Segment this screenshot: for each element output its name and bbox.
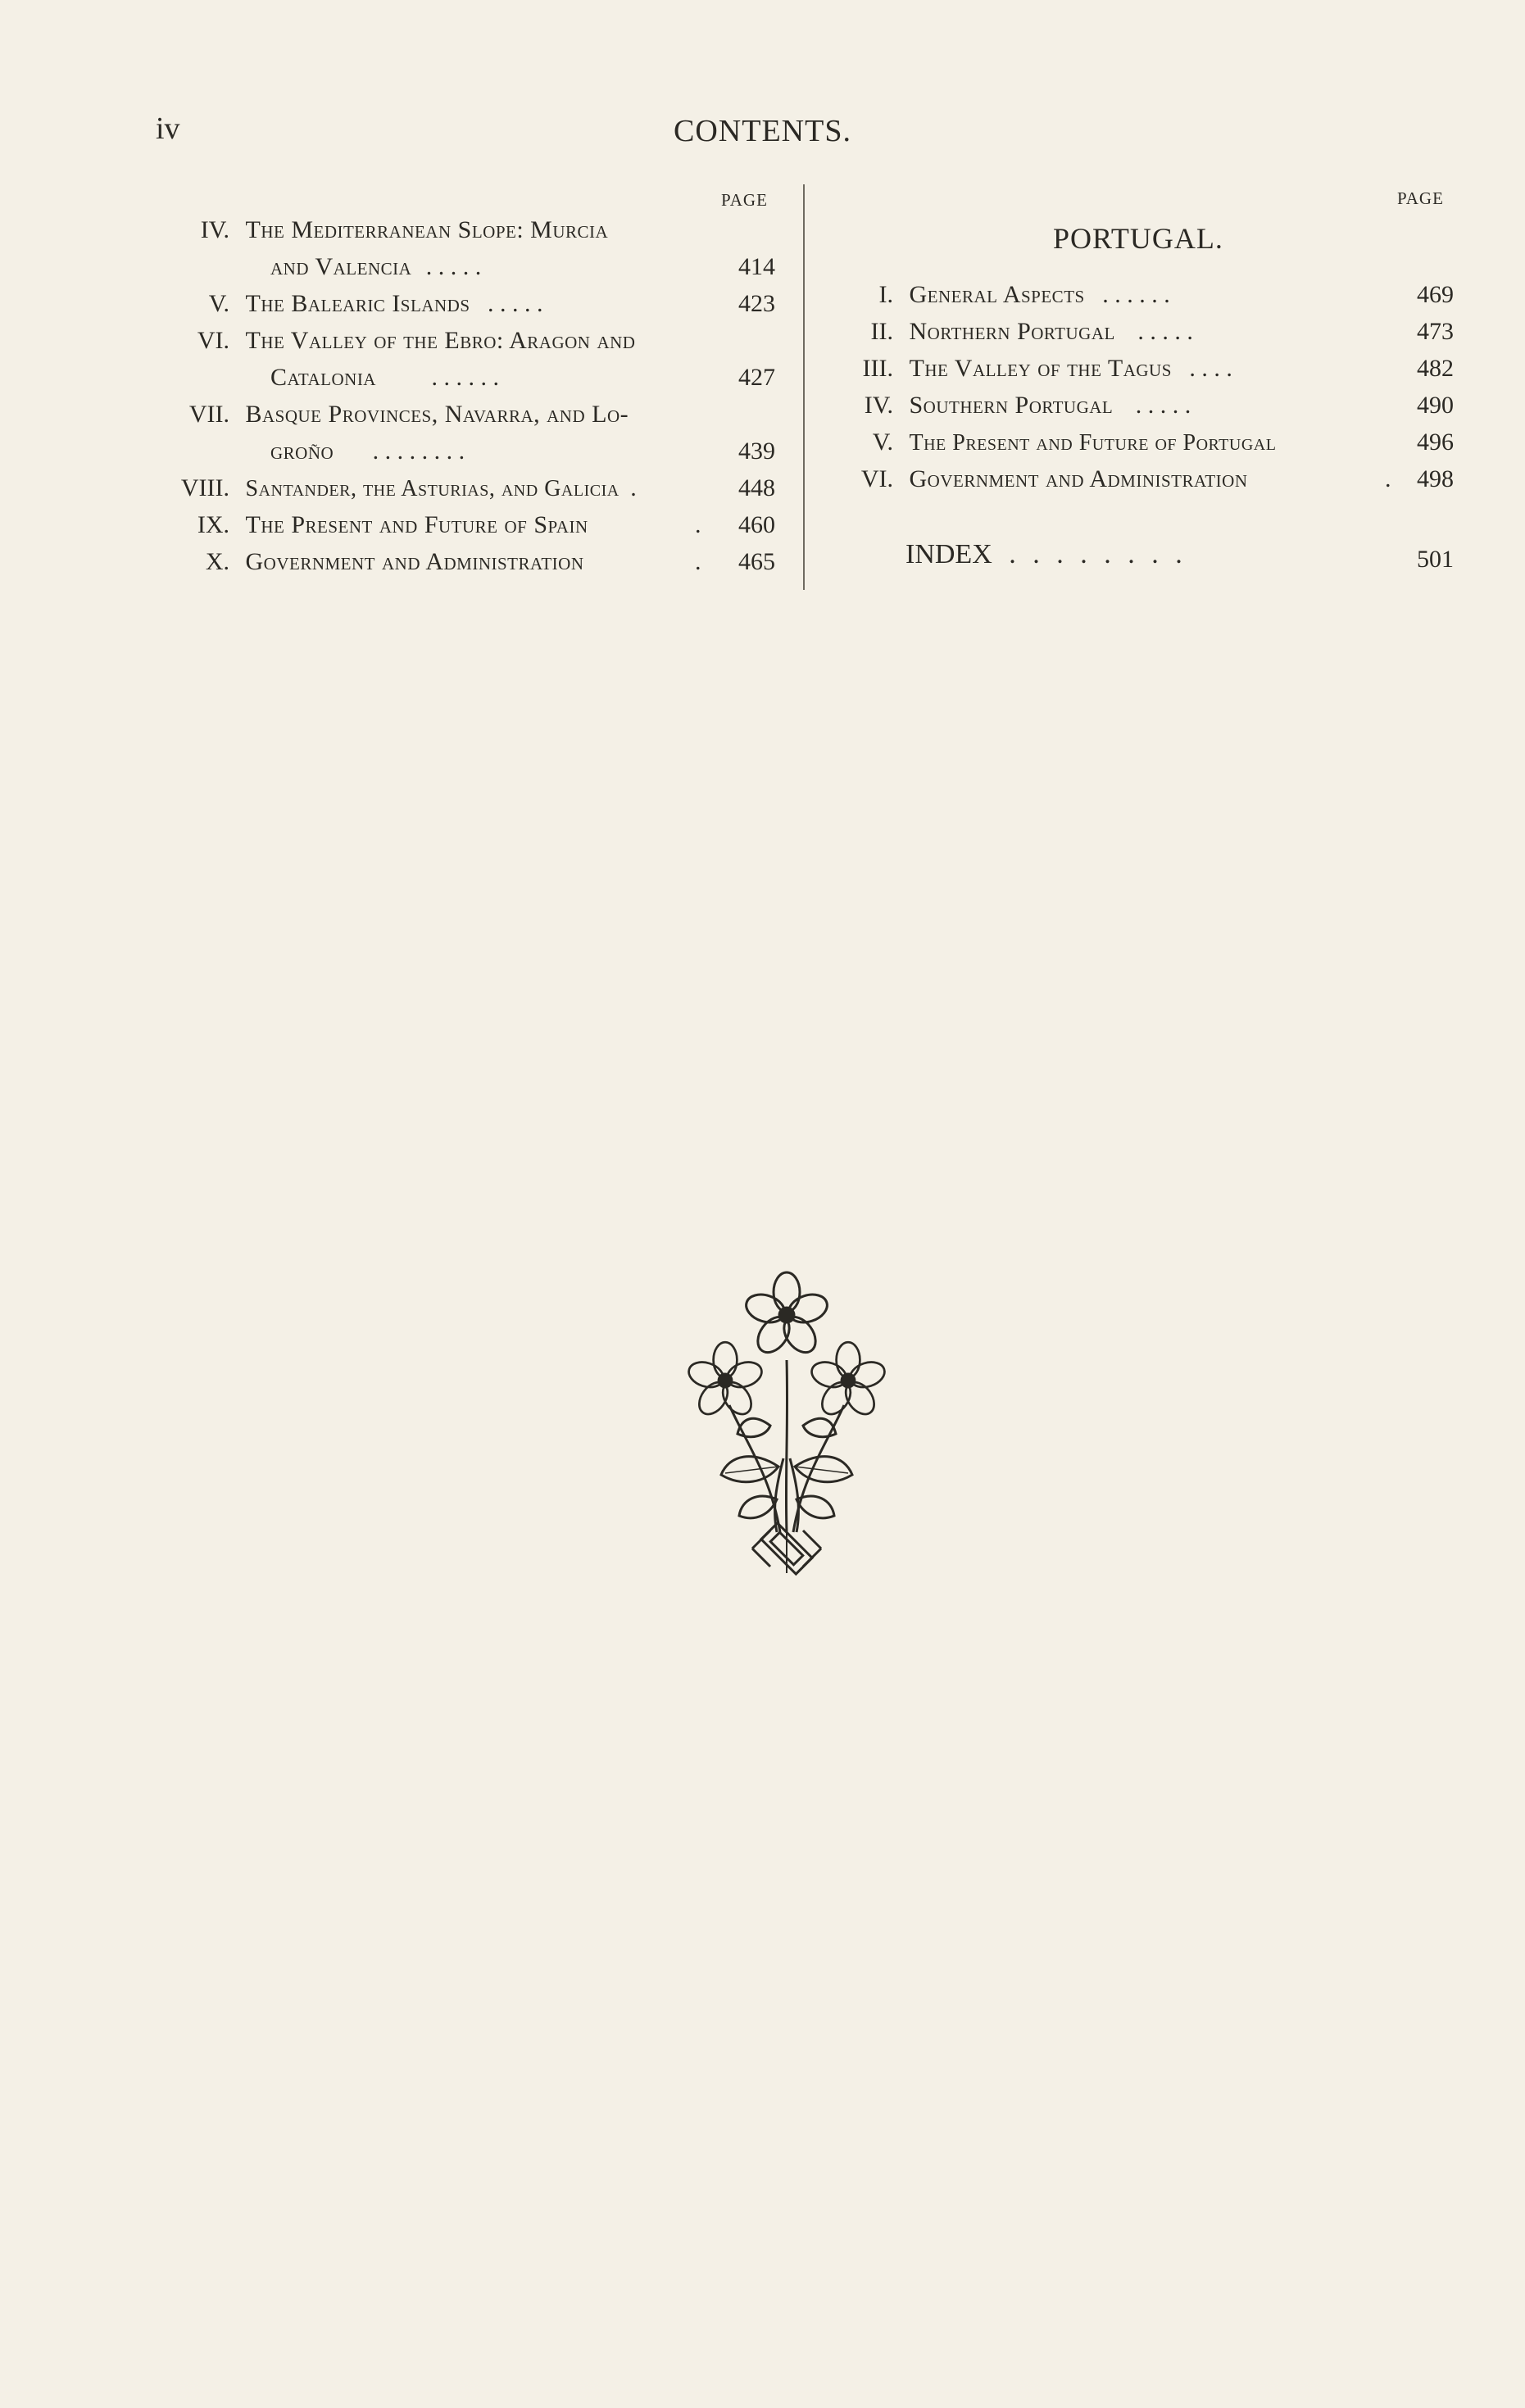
column-divider <box>803 184 805 590</box>
toc-title: groño <box>270 438 334 465</box>
left-page-label: PAGE <box>721 190 768 210</box>
toc-numeral: VI. <box>197 327 229 354</box>
toc-leader: . <box>630 474 637 501</box>
toc-numeral: I. <box>878 281 893 308</box>
toc-numeral: II. <box>870 318 893 345</box>
toc-leader: . . . . . . <box>1102 281 1170 308</box>
toc-leader: . <box>1385 465 1391 492</box>
toc-title: Southern Portugal <box>909 392 1114 419</box>
toc-leader: . . . . . . . . <box>372 438 465 465</box>
toc-leader: . . . . . . . . <box>1009 539 1187 569</box>
toc-page: 490 <box>1417 392 1454 419</box>
toc-entry-continuation <box>270 359 499 396</box>
toc-page: 460 <box>738 511 775 538</box>
toc-title: The Balearic Islands <box>245 290 470 317</box>
toc-leader: . <box>695 548 701 575</box>
toc-entry <box>836 387 1191 424</box>
toc-numeral: IV. <box>864 392 893 419</box>
toc-leader: . . . . <box>1189 355 1232 382</box>
toc-numeral: V. <box>872 429 893 456</box>
toc-entry <box>836 313 1193 350</box>
toc-title: Santander, the Asturias, and Galicia <box>245 476 620 501</box>
toc-entry <box>836 424 1276 460</box>
index-label: INDEX <box>905 539 992 569</box>
toc-title: The Mediterranean Slope: Murcia <box>245 216 609 243</box>
toc-leader: . . . . . <box>1137 318 1193 345</box>
toc-entry-continuation <box>270 433 465 469</box>
toc-numeral: V. <box>208 290 229 317</box>
toc-page: 427 <box>738 364 775 391</box>
toc-entry-continuation <box>270 248 778 285</box>
toc-title: The Present and Future of Spain <box>245 511 588 538</box>
toc-numeral: VII. <box>188 401 229 428</box>
toc-title: The Valley of the Ebro: Aragon and <box>245 327 636 354</box>
toc-title: Government and Administration <box>909 465 1248 492</box>
toc-entry <box>836 350 1232 387</box>
right-page-label: PAGE <box>1397 188 1444 208</box>
toc-page: 448 <box>738 474 775 501</box>
toc-entry <box>164 211 608 248</box>
page-number: iv <box>156 111 180 146</box>
toc-title: and Valencia <box>270 253 412 280</box>
toc-entry <box>156 469 637 506</box>
toc-title: Catalonia <box>270 364 376 391</box>
toc-numeral: VIII. <box>180 474 229 501</box>
toc-page: 482 <box>1417 355 1454 382</box>
toc-page: 473 <box>1417 318 1454 345</box>
toc-page: 414 <box>738 253 775 280</box>
toc-entry <box>164 506 588 543</box>
toc-entry <box>836 276 1170 313</box>
index-entry <box>905 539 1187 570</box>
floral-ornament-icon <box>680 1262 893 1589</box>
toc-entry <box>164 396 629 433</box>
toc-page: 423 <box>738 290 775 317</box>
section-title: PORTUGAL. <box>1053 222 1223 255</box>
toc-leader: . . . . . <box>425 253 482 280</box>
toc-entry <box>164 543 584 580</box>
toc-numeral: VI. <box>860 465 893 492</box>
toc-entry <box>164 322 635 359</box>
toc-title: Northern Portugal <box>909 318 1115 345</box>
toc-title: Government and Administration <box>245 548 584 575</box>
toc-numeral: X. <box>205 548 229 575</box>
toc-page: 465 <box>738 548 775 575</box>
toc-page: 439 <box>738 438 775 465</box>
toc-page: 469 <box>1417 281 1454 308</box>
toc-title: The Valley of the Tagus <box>909 355 1172 382</box>
toc-numeral: IX. <box>197 511 229 538</box>
toc-title: General Aspects <box>909 281 1085 308</box>
toc-leader: . . . . . <box>488 290 543 317</box>
toc-title: Basque Provinces, Navarra, and Lo- <box>245 401 629 428</box>
toc-leader: . . . . . <box>1135 392 1191 419</box>
toc-leader: . . . . . . <box>431 364 499 391</box>
toc-page: 501 <box>1417 546 1454 573</box>
toc-entry <box>836 460 1248 497</box>
toc-entry <box>164 285 543 322</box>
toc-numeral: III. <box>862 355 893 382</box>
toc-page: 498 <box>1417 465 1454 492</box>
toc-page: 496 <box>1417 429 1454 456</box>
toc-leader: . <box>695 511 701 538</box>
running-head: CONTENTS. <box>674 114 851 148</box>
toc-numeral: IV. <box>200 216 229 243</box>
toc-title: The Present and Future of Portugal <box>909 430 1277 456</box>
